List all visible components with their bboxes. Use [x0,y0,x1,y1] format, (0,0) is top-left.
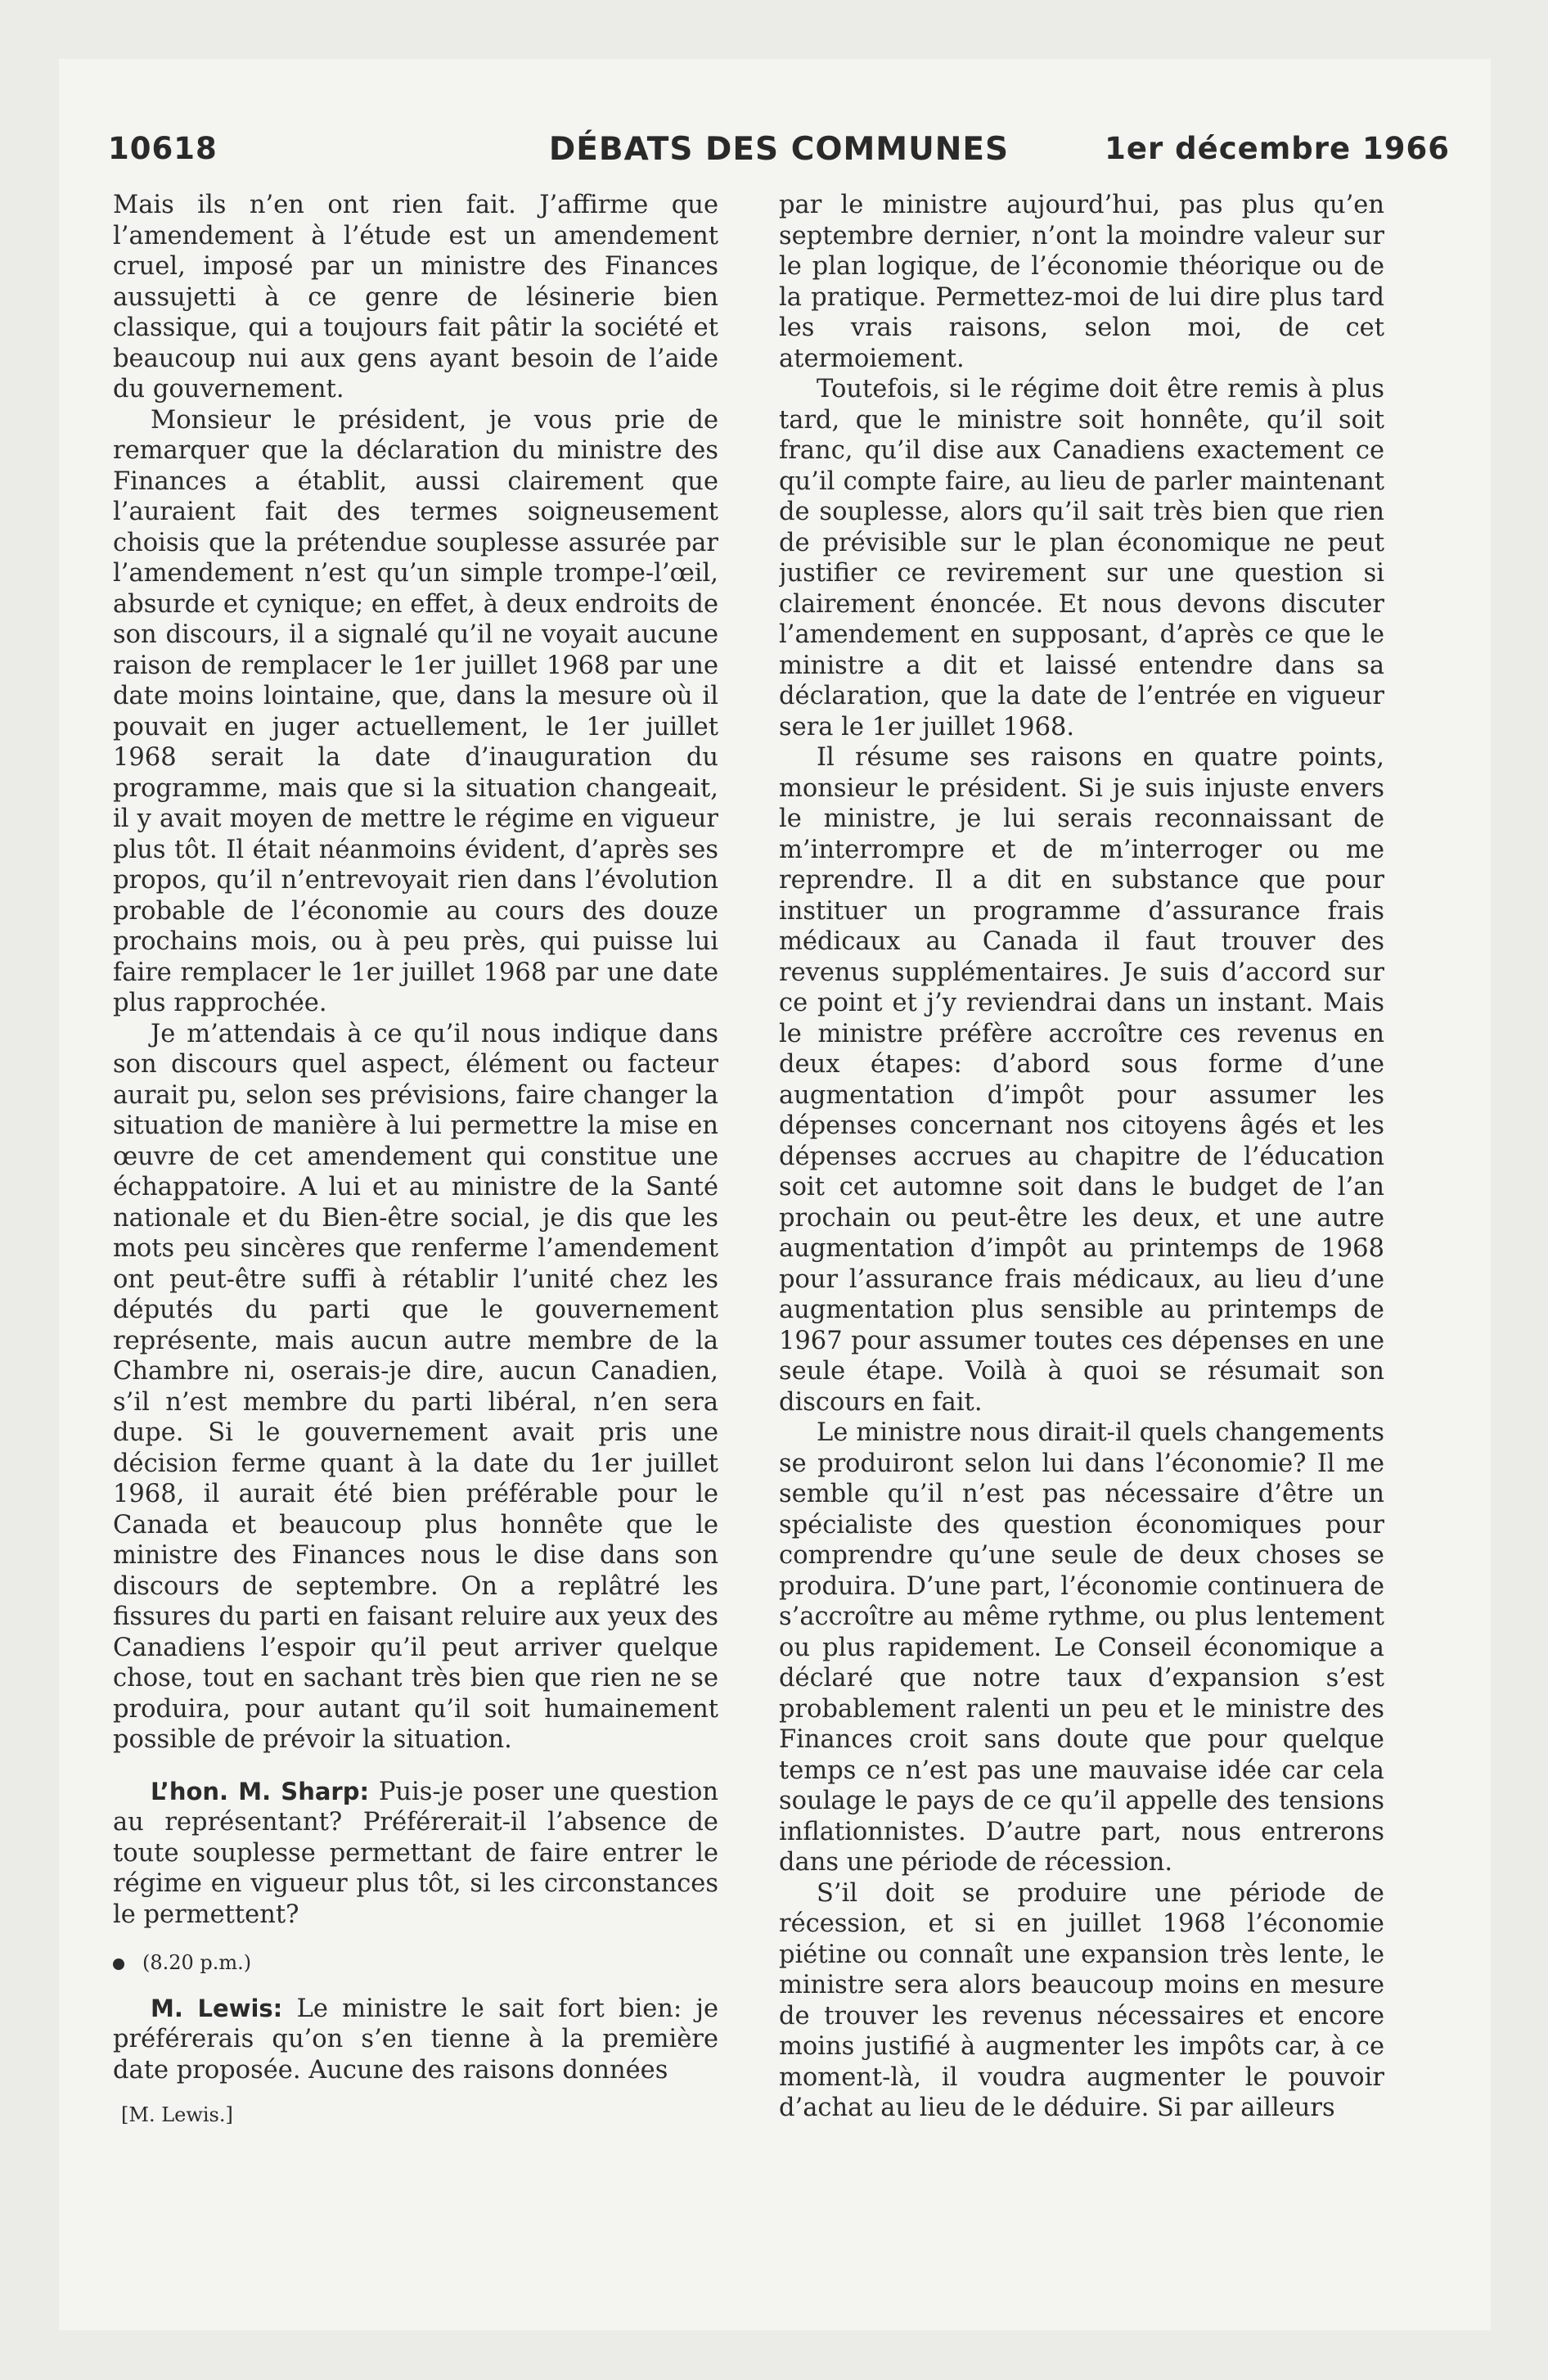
paragraph: Il résume ses raisons en quatre points, monsieur le président. Si je suis injuste envers le ministre, je lui serais reconnaissant de m’interrompre et de m’interroger ou me reprendre. Il a dit en substance que pour instituer un programme d’assurance frais médicaux au Canada il faut trouver des revenus supplémentaires. Je suis d’accord sur ce point et j’y reviendrai dans un instant. Mais le ministre préfère accroître ces revenus en deux étapes: d’abord sous forme d’une augmentation d’impôt pour assumer les dépenses concernant nos citoyens âgés et les dépenses accrues au chapitre de l’éducation soit cet automne soit dans le budget de l’an prochain ou peut-être les deux, et une autre augmentation d’impôt au printemps de 1968 pour l’assurance frais médicaux, au lieu d’une augmentation plus sensible au printemps de 1967 pour assumer toutes ces dépenses en une seule étape. Voilà à quoi se résumait son discours en fait. [779,743,1384,1417]
paragraph: S’il doit se produire une période de récession, et si en juillet 1968 l’économie piétine ou connaît une expansion très lente, le ministre sera alors beaucoup moins en mesure de trouver les revenus nécessaires et encore moins justifié à augmenter les impôts car, à ce moment-là, il voudra augmenter le pouvoir d’achat au lieu de le déduire. Si par ailleurs [779,1878,1384,2122]
left-column [113,190,718,2285]
bullet-icon [113,1959,124,1970]
paragraph: Mais ils n’en ont rien fait. J’affirme que l’amendement à l’étude est un amendement cruel, imposé par un ministre des Finances aussujetti à ce genre de lésinerie bien classique, qui a toujours fait pâtir la société et beaucoup nui aux gens ayant besoin de l’aide du gouvernement. [113,191,718,403]
speech-text: Puis-je poser une question au représentant? Préférerait-il l’absence de toute souplesse permettant de faire entrer le régime en vigueur plus tôt, si les circonstances le permettent? [113,1777,718,1929]
session-date: 1er décembre 1966 [1105,131,1450,166]
time-marker [113,1948,718,1979]
paragraph: Monsieur le président, je vous prie de remarquer que la déclaration du ministre des Finances a établit, aussi clairement que l’auraient fait des termes soigneusement choisis que la prétendue souplesse assurée par l’amendement n’est qu’un simple trompe-l’œil, absurde et cynique; en effet, à deux endroits de son discours, il a signalé qu’il ne voyait aucune raison de remplacer le 1er juillet 1968 par une date moins lointaine, que, dans la mesure où il pouvait en juger actuellement, le 1er juillet 1968 serait la date d’inauguration du programme, mais que si la situation changeait, il y avait moyen de mettre le régime en vigueur plus tôt. Il était néanmoins évident, d’après ses propos, qu’il n’entrevoyait rien dans l’évolution probable de l’économie au cours des douze prochains mois, ou à peu près, qui puisse lui faire remplacer le 1er juillet 1968 par une date plus rapprochée. [113,405,718,1017]
paragraph: par le ministre aujourd’hui, pas plus qu’en septembre dernier, n’ont la moindre valeur sur le plan logique, de l’économie théorique ou de la pratique. Permettez-moi de lui dire plus tard les vrais raisons, selon moi, de cet atermoiement. [779,191,1384,373]
publication-title: DÉBATS DES COMMUNES [548,131,1010,168]
speaker-name: L’hon. M. Sharp: [151,1777,370,1805]
right-column [779,190,1384,2285]
speech-text: Le ministre le sait fort bien: je préférerais qu’on s’en tienne à la première date proposée. Aucune des raisons données [113,1994,718,2085]
page-number: 10618 [108,131,218,166]
paragraph: Toutefois, si le régime doit être remis à plus tard, que le ministre soit honnête, qu’il soit franc, qu’il dise aux Canadiens exactement ce qu’il compte faire, au lieu de parler maintenant de souplesse, alors qu’il sait très bien que rien de prévisible sur le plan économique ne peut justifier ce revirement sur une question si clairement énoncée. Et nous devons discuter l’amendement en supposant, d’après ce que le ministre a dit et laissé entendre dans sa déclaration, que la date de l’entrée en vigueur sera le 1er juillet 1968. [779,375,1384,741]
speaker-name: M. Lewis: [151,1994,283,2022]
paragraph: Je m’attendais à ce qu’il nous indique dans son discours quel aspect, élément ou facteur aurait pu, selon ses prévisions, faire changer la situation de manière à lui permettre la mise en œuvre de cet amendement qui constitue une échappatoire. A lui et au ministre de la Santé nationale et du Bien-être social, je dis que les mots peu sincères que renferme l’amendement ont peut-être suffi à rétablir l’unité chez les députés du parti que le gouvernement représente, mais aucun autre membre de la Chambre ni, oserais-je dire, aucun Canadien, s’il n’est membre du parti libéral, n’en sera dupe. Si le gouvernement avait pris une décision ferme quant à la date du 1er juillet 1968, il aurait été bien préférable pour le Canada et beaucoup plus honnête que le ministre des Finances nous le dise dans son discours de septembre. On a replâtré les fissures du parti en faisant reluire aux yeux des Canadiens l’espoir qu’il peut arriver quelque chose, tout en sachant très bien que rien ne se produira, pour autant qu’il soit humainement possible de prévoir la situation. [113,1019,718,1754]
page-header [108,123,1450,172]
speech-sharp [113,1777,718,1931]
time-text: (8.20 p.m.) [142,1951,252,1974]
speaker-attribution: [M. Lewis.] [121,2103,233,2126]
page-sheet [59,59,1491,2330]
paragraph: Le ministre nous dirait-il quels changements se produiront selon lui dans l’économie? Il me semble qu’il n’est pas nécessaire d’être un spécialiste des question économiques pour comprendre qu’une seule de deux choses se produira. D’une part, l’économie continuera de s’accroître au même rythme, ou plus lentement ou plus rapidement. Le Conseil économique a déclaré que notre taux d’expansion s’est probablement ralenti un peu et le ministre des Finances croit sans doute que pour quelque temps ce n’est pas une mauvaise idée car cela soulage le pays de ce qu’il appelle des tensions inflationnistes. D’autre part, nous entrerons dans une période de récession. [779,1418,1384,1877]
speech-lewis [113,1994,718,2086]
